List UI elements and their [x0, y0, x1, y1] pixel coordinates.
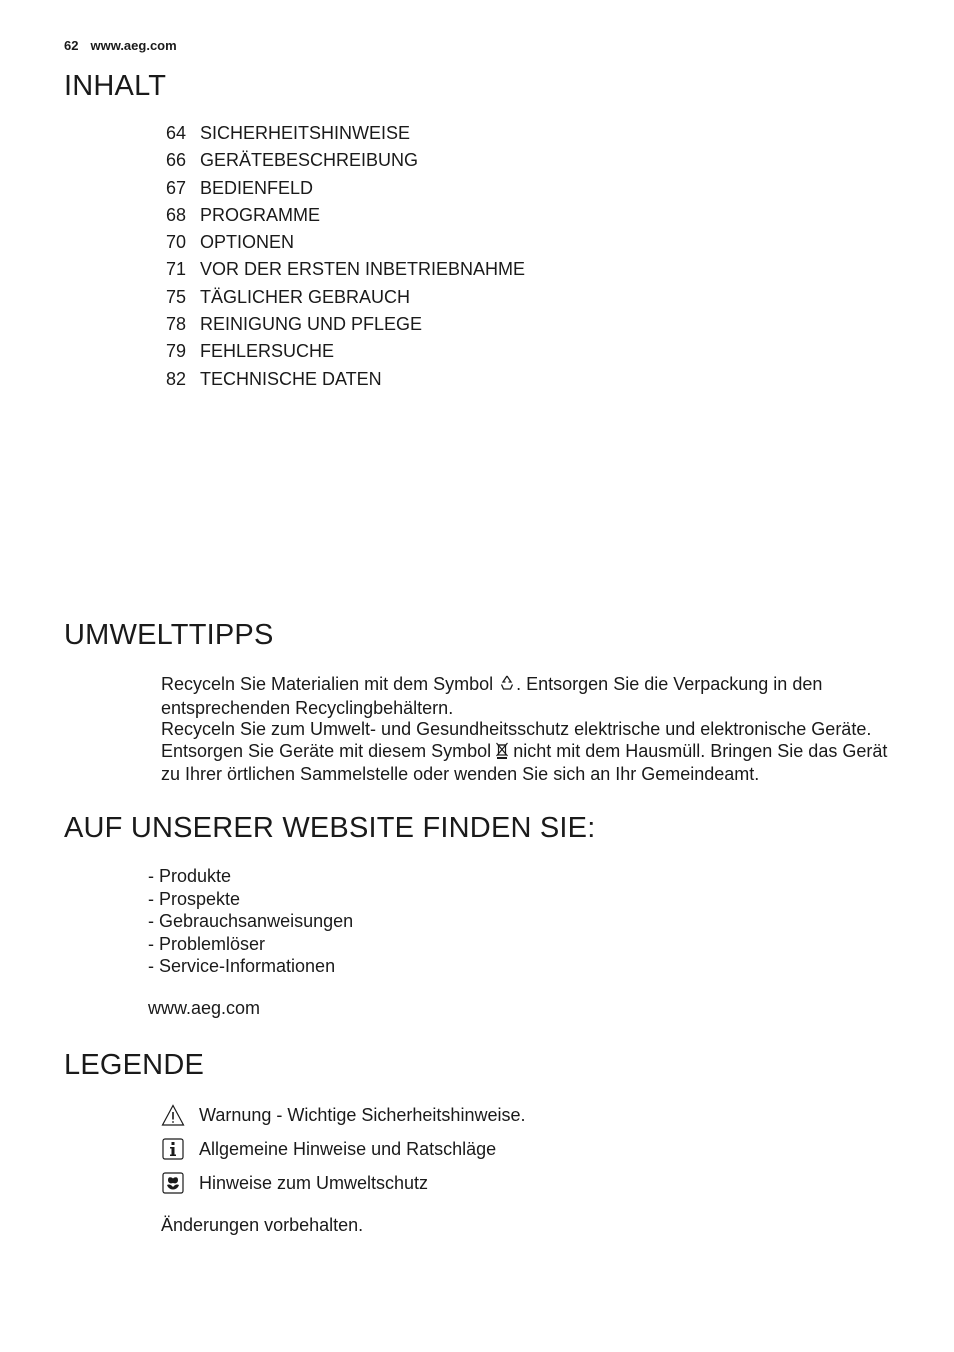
toc-page: 78: [166, 314, 187, 335]
environment-text-part: nicht mit dem Hausmüll. Bringen Sie das Gerät zu Ihrer örtlichen Sammelstelle oder wenden Sie sich an Ihr Gemeindeamt.: [161, 740, 888, 784]
recycle-icon: [498, 674, 516, 698]
toc-page: 67: [166, 177, 187, 198]
toc-label: FEHLERSUCHE: [200, 341, 335, 362]
toc-item[interactable]: [166, 258, 525, 285]
toc-item[interactable]: [166, 204, 525, 231]
environment-text: [161, 674, 901, 786]
toc-label: GERÄTEBESCHREIBUNG: [200, 150, 419, 171]
legend-warning-label: Warnung - Wichtige Sicherheitshinweise.: [199, 1104, 526, 1125]
list-item: - Prospekte: [148, 888, 241, 909]
toc-label: SICHERHEITSHINWEISE: [200, 123, 411, 143]
toc-item[interactable]: [166, 177, 525, 204]
toc-label: TÄGLICHER GEBRAUCH: [200, 286, 411, 307]
legend-environment-label: Hinweise zum Umweltschutz: [199, 1172, 429, 1193]
toc-page: 79: [166, 341, 187, 362]
toc-page: 66: [166, 150, 187, 171]
environment-paragraph-3: [161, 741, 901, 786]
toc-label: TECHNISCHE DATEN: [200, 368, 382, 389]
warning-triangle-icon: [161, 1103, 185, 1127]
website-list: [148, 865, 353, 978]
list-item: - Produkte: [148, 866, 232, 886]
environment-text-part: . Entsorgen Sie die Verpackung in den entsprechenden Recyclingbehältern.: [161, 674, 823, 718]
legend-title: LEGENDE: [64, 1049, 204, 1081]
legend-info: [161, 1137, 496, 1161]
environment-paragraph-1: [161, 674, 901, 719]
legend-warning: [161, 1103, 525, 1127]
toc-page: 82: [166, 368, 187, 389]
toc-page: 70: [166, 232, 187, 253]
toc-page: 64: [166, 123, 187, 143]
contents-title: INHALT: [64, 70, 167, 102]
toc-item[interactable]: [166, 122, 525, 149]
table-of-contents: [166, 122, 525, 395]
environment-text-part: Entsorgen Sie Geräte mit diesem Symbol: [161, 740, 492, 761]
toc-page: 75: [166, 286, 187, 307]
footer-note: Änderungen vorbehalten.: [161, 1215, 364, 1235]
list-item: - Problemlöser: [148, 933, 266, 954]
info-icon: [161, 1137, 185, 1161]
environment-icon: [161, 1171, 185, 1195]
toc-item[interactable]: [166, 286, 525, 313]
environment-title: UMWELTTIPPS: [64, 619, 274, 651]
website-title: AUF UNSERER WEBSITE FINDEN SIE:: [64, 812, 596, 844]
list-item: - Gebrauchsanweisungen: [148, 911, 354, 932]
toc-label: PROGRAMME: [200, 204, 321, 225]
environment-text-part: Recyceln Sie Materialien mit dem Symbol: [161, 674, 494, 694]
page-header: [64, 38, 177, 53]
toc-item[interactable]: [166, 368, 525, 395]
toc-label: REINIGUNG UND PFLEGE: [200, 314, 423, 335]
crossed-out-bin-icon: [496, 741, 508, 765]
website-url[interactable]: www.aeg.com: [148, 998, 261, 1018]
toc-item[interactable]: [166, 340, 525, 367]
legend-environment: [161, 1171, 428, 1195]
list-item: - Service-Informationen: [148, 956, 336, 977]
legend-info-label: Allgemeine Hinweise und Ratschläge: [199, 1138, 497, 1159]
toc-item[interactable]: [166, 231, 525, 258]
toc-page: 71: [166, 259, 187, 280]
toc-label: OPTIONEN: [200, 232, 295, 253]
toc-item[interactable]: [166, 149, 525, 176]
header-site-link[interactable]: www.aeg.com: [90, 38, 177, 53]
toc-label: VOR DER ERSTEN INBETRIEBNAHME: [200, 259, 526, 280]
environment-paragraph-2: Recyceln Sie zum Umwelt- und Gesundheitsschutz elektrische und elektronische Geräte.: [161, 719, 872, 739]
toc-page: 68: [166, 204, 187, 225]
toc-item[interactable]: [166, 313, 525, 340]
toc-label: BEDIENFELD: [200, 177, 314, 198]
page-number: 62: [64, 38, 79, 53]
